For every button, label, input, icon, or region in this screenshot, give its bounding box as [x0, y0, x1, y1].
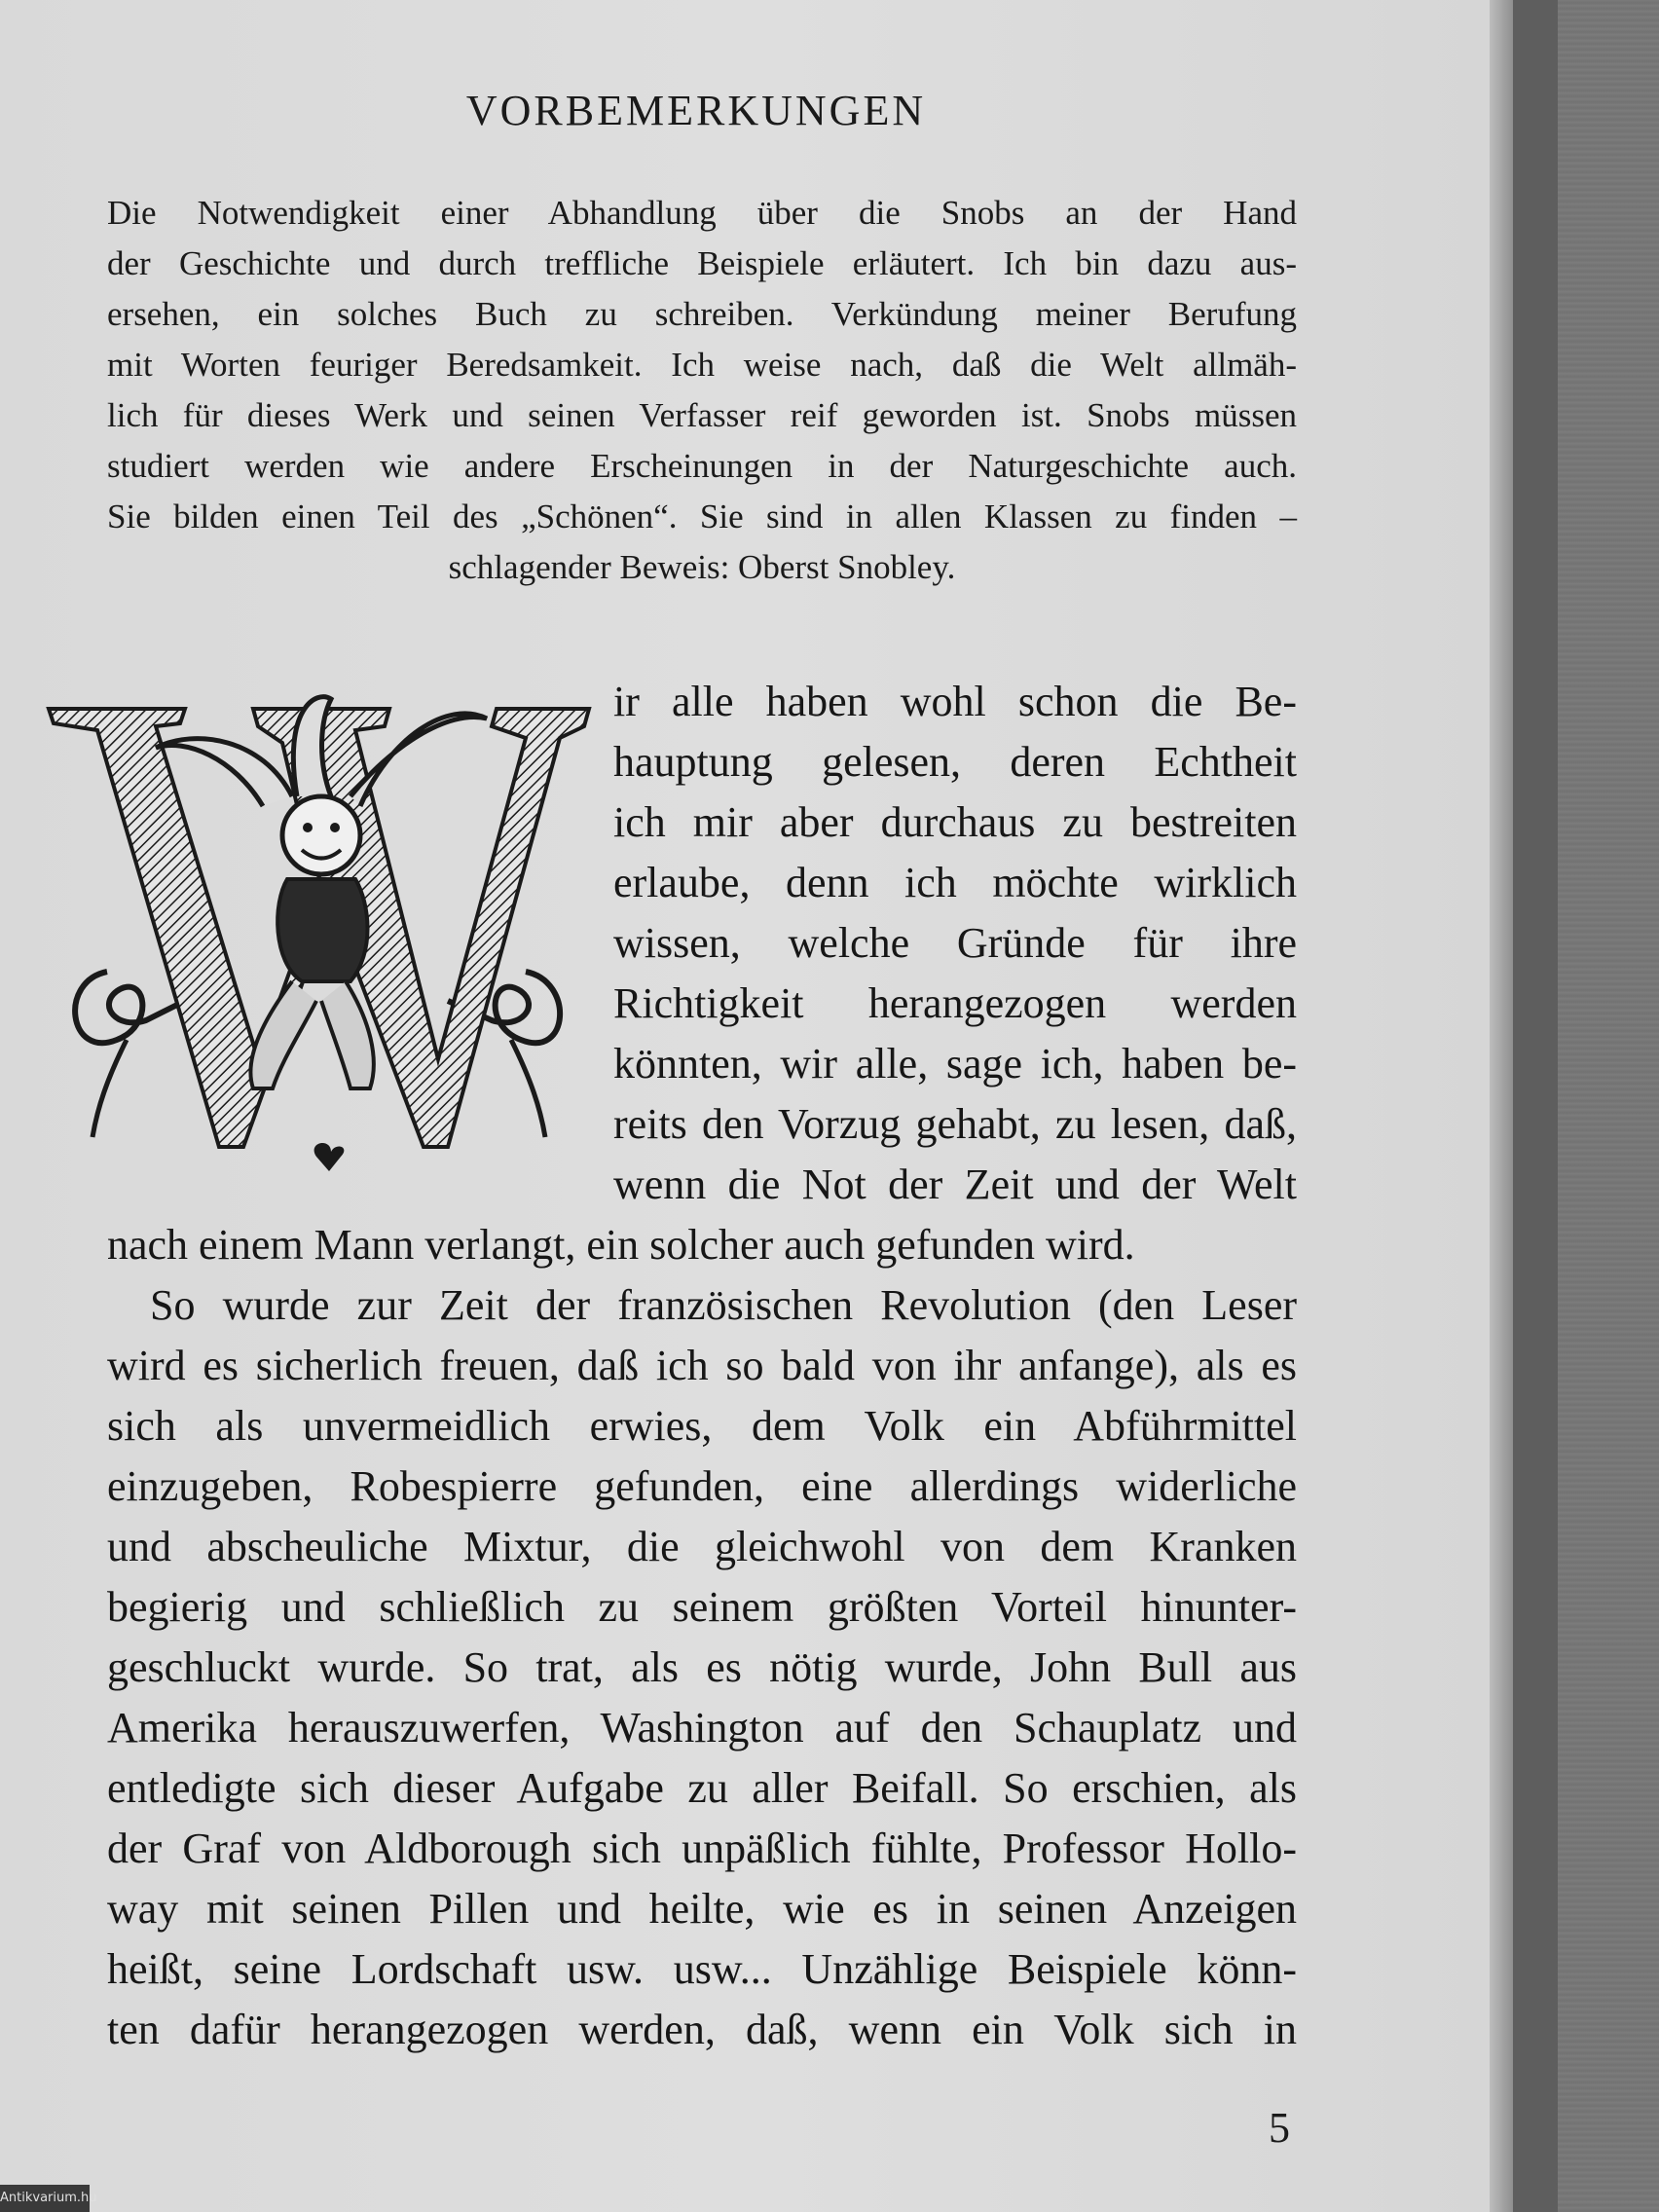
body-line: einzugeben, Robespierre gefunden, eine allerdings widerliche: [107, 1462, 1297, 1510]
body-line: ich mir aber durchaus zu bestreiten: [613, 798, 1297, 846]
watermark: Antikvarium.hu: [0, 2185, 90, 2212]
body-line: sich als unvermeidlich erwies, dem Volk ein Abführmittel: [107, 1402, 1297, 1450]
body-line: könnten, wir alle, sage ich, haben be-: [613, 1040, 1297, 1088]
summary-line: mit Worten feuriger Beredsamkeit. Ich weise nach, daß die Welt allmäh-: [107, 346, 1297, 384]
body-line: nach einem Mann verlangt, ein solcher auch gefunden wird.: [107, 1221, 1135, 1269]
page-edge: [1490, 0, 1513, 2212]
body-line: Richtigkeit herangezogen werden: [613, 979, 1297, 1027]
summary-line: Die Notwendigkeit einer Abhandlung über die Snobs an der Hand: [107, 194, 1297, 232]
summary-line: schlagender Beweis: Oberst Snobley.: [448, 548, 956, 586]
summary-line: studiert werden wie andere Erscheinungen in der Naturgeschichte auch.: [107, 447, 1297, 485]
body-line: So wurde zur Zeit der französischen Revolution (den Leser: [150, 1281, 1297, 1329]
body-line: erlaube, denn ich möchte wirklich: [613, 859, 1297, 906]
body-line: wenn die Not der Zeit und der Welt: [613, 1161, 1297, 1208]
body-line: hauptung gelesen, deren Echtheit: [613, 738, 1297, 786]
summary-line: lich für dieses Werk und seinen Verfasser reif geworden ist. Snobs müssen: [107, 396, 1297, 434]
body-line: way mit seinen Pillen und heilte, wie es in seinen Anzeigen: [107, 1885, 1297, 1933]
summary-line: der Geschichte und durch treffliche Beispiele erläutert. Ich bin dazu aus-: [107, 244, 1297, 282]
summary-line: Sie bilden einen Teil des „Schönen“. Sie sind in allen Klassen zu finden –: [107, 498, 1297, 535]
body-line: ir alle haben wohl schon die Be-: [613, 678, 1297, 725]
body-line: heißt, seine Lordschaft usw. usw... Unzählige Beispiele könn-: [107, 1945, 1297, 1993]
body-line: und abscheuliche Mixtur, die gleichwohl von dem Kranken: [107, 1523, 1297, 1570]
summary-line: ersehen, ein solches Buch zu schreiben. Verkündung meiner Berufung: [107, 295, 1297, 333]
body-line: reits den Vorzug gehabt, zu lesen, daß,: [613, 1100, 1297, 1148]
body-line: wissen, welche Gründe für ihre: [613, 919, 1297, 967]
body-line: geschluckt wurde. So trat, als es nötig wurde, John Bull aus: [107, 1643, 1297, 1691]
chapter-summary: [107, 188, 1297, 593]
binding-strip: [1513, 0, 1558, 2212]
body-line: der Graf von Aldborough sich unpäßlich fühlte, Professor Hollo-: [107, 1825, 1297, 1872]
body-line: entledigte sich dieser Aufgabe zu aller Beifall. So erschien, als: [107, 1764, 1297, 1812]
body-line: wird es sicherlich freuen, daß ich so bald von ihr anfange), als es: [107, 1342, 1297, 1389]
body-line: begierig und schließlich zu seinem größten Vorteil hinunter-: [107, 1583, 1297, 1631]
page-number: 5: [1269, 2104, 1290, 2152]
chapter-title: VORBEMERKUNGEN: [465, 87, 927, 134]
body-text: [107, 672, 1297, 2060]
body-line: Amerika herauszuwerfen, Washington auf den Schauplatz und: [107, 1704, 1297, 1751]
body-line: ten dafür herangezogen werden, daß, wenn ein Volk sich in: [107, 2006, 1297, 2053]
